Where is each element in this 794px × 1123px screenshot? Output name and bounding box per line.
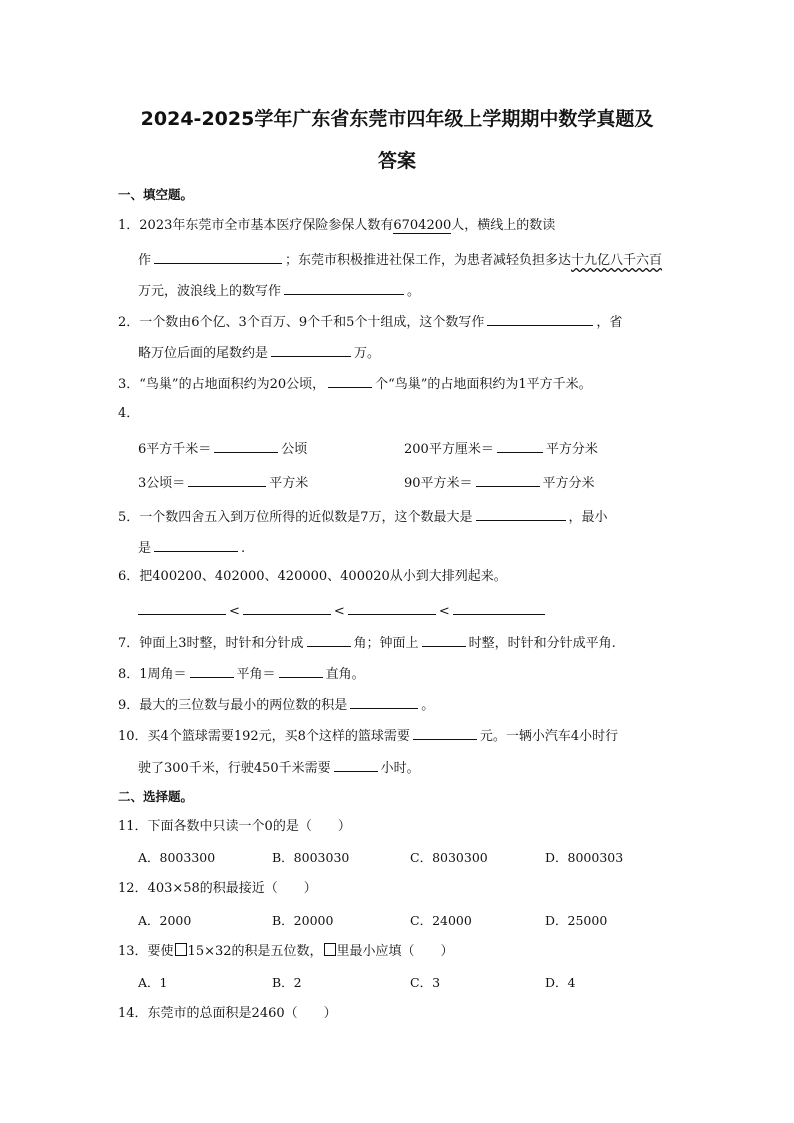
q4-answer-blank-1[interactable] — [214, 438, 278, 453]
q12-option-a[interactable]: A．2000 — [138, 913, 192, 928]
q1-answer-blank-2[interactable] — [284, 280, 404, 295]
question-2-line1 — [118, 311, 622, 332]
q4-conversion-3 — [138, 472, 308, 493]
q4-answer-blank-2[interactable] — [497, 438, 543, 453]
q5-text-c: 是 — [138, 541, 152, 556]
q4-answer-blank-3[interactable] — [188, 472, 266, 487]
question-10-line2 — [138, 757, 420, 778]
q4-c4-text-b: 平方分米 — [542, 476, 595, 491]
q1-text-d: ；东莞市积极推进社保工作，为患者减轻负担多达 — [285, 253, 572, 268]
q8-answer-blank-1[interactable] — [190, 663, 234, 678]
question-1-line3 — [138, 280, 420, 301]
q6-ordering-row — [138, 600, 548, 621]
q7-answer-blank-2[interactable] — [422, 632, 466, 647]
q9-text-a: 9．最大的三位数与最小的两位数的积是 — [118, 698, 348, 713]
q11-option-d[interactable]: D．8000303 — [545, 850, 624, 865]
less-than-sign: < — [438, 604, 450, 619]
q4-answer-blank-4[interactable] — [476, 472, 540, 487]
q13-option-c[interactable]: C．3 — [410, 975, 441, 990]
q8-text-b: 平角＝ — [236, 667, 276, 682]
q13-text-c: 里最小应填（ ） — [336, 944, 454, 959]
less-than-sign: < — [229, 604, 240, 619]
section-fill-blank-heading: 一、填空题。 — [118, 187, 194, 202]
q10-answer-blank-1[interactable] — [413, 725, 477, 740]
q8-answer-blank-2[interactable] — [279, 663, 323, 678]
question-10-line1 — [118, 725, 618, 746]
q2-text-a: 2．一个数由6个亿、3个百万、9个千和5个十组成，这个数写作 — [118, 315, 485, 330]
q9-answer-blank[interactable] — [350, 694, 418, 709]
q5-text-d: . — [241, 541, 246, 556]
question-5-line1 — [118, 506, 608, 527]
q6-answer-blank-2[interactable] — [243, 600, 331, 615]
q9-text-b: 。 — [421, 698, 435, 713]
q2-text-d: 万。 — [354, 346, 381, 361]
question-1-line1 — [118, 217, 555, 235]
empty-box-icon — [324, 943, 336, 956]
q1-wavy-text: 十九亿八千六百 — [571, 253, 663, 268]
q13-option-b[interactable]: B．2 — [272, 975, 302, 990]
q1-underlined-number: 6704200 — [393, 218, 452, 233]
q4-c3-text-b: 平方米 — [269, 476, 309, 491]
question-5-line2 — [138, 537, 245, 558]
q2-answer-blank-1[interactable] — [487, 311, 593, 326]
question-9 — [118, 694, 434, 715]
question-8 — [118, 663, 365, 684]
less-than-sign: < — [333, 604, 345, 619]
q2-text-c: 略万位后面的尾数约是 — [138, 346, 269, 361]
question-2-line2 — [138, 342, 380, 363]
question-7 — [118, 632, 616, 653]
q3-text-a: 3．“鸟巢”的占地面积约为20公顷， — [118, 377, 326, 392]
question-11: 11．下面各数中只读一个0的是（ ） — [118, 819, 351, 834]
section-choice-heading: 二、选择题。 — [118, 789, 194, 804]
q2-answer-blank-2[interactable] — [271, 342, 351, 357]
q1-text-f: 。 — [407, 284, 421, 299]
q4-c2-text-a: 200平方厘米＝ — [404, 442, 494, 457]
q1-text-e: 万元，波浪线上的数写作 — [138, 284, 282, 299]
empty-box-icon — [175, 943, 187, 956]
q4-conversion-1 — [138, 438, 307, 459]
q10-text-b: 元。一辆小汽车4小时行 — [479, 729, 619, 744]
q13-option-a[interactable]: A．1 — [138, 975, 168, 990]
q8-text-a: 8．1周角＝ — [118, 667, 187, 682]
q3-text-b: 个“鸟巢”的占地面积约为1平方千米。 — [375, 377, 592, 392]
q13-option-d[interactable]: D．4 — [545, 975, 576, 990]
q4-c2-text-b: 平方分米 — [545, 442, 598, 457]
q12-option-c[interactable]: C．24000 — [410, 913, 472, 928]
q7-text-c: 时整，时针和分针成平角. — [468, 636, 616, 651]
q13-text-b: 15×32的积是五位数， — [187, 944, 323, 959]
q8-text-c: 直角。 — [325, 667, 365, 682]
q4-c4-text-a: 90平方米＝ — [404, 476, 473, 491]
q5-answer-blank-2[interactable] — [154, 537, 238, 552]
q5-answer-blank-1[interactable] — [476, 506, 566, 521]
question-3 — [118, 373, 592, 394]
q4-c3-text-a: 3公顷＝ — [138, 476, 186, 491]
q1-answer-blank-1[interactable] — [154, 249, 282, 264]
q11-option-c[interactable]: C．8030300 — [410, 850, 488, 865]
doc-title-line1: 2024-2025学年广东省东莞市四年级上学期期中数学真题及 — [140, 108, 654, 130]
q10-text-d: 小时。 — [380, 761, 420, 776]
q11-option-b[interactable]: B．8003030 — [272, 850, 350, 865]
q10-text-a: 10．买4个篮球需要192元，买8个这样的篮球需要 — [118, 729, 410, 744]
question-4-number: 4． — [118, 406, 140, 421]
q12-option-d[interactable]: D．25000 — [545, 913, 608, 928]
q4-conversion-4 — [404, 472, 595, 493]
q4-conversion-2 — [404, 438, 598, 459]
question-1-line2 — [138, 249, 662, 270]
q6-answer-blank-1[interactable] — [138, 600, 226, 615]
q7-answer-blank-1[interactable] — [307, 632, 351, 647]
q6-answer-blank-3[interactable] — [348, 600, 436, 615]
q1-text-b: 人，横线上的数读 — [451, 218, 556, 233]
q5-text-a: 5．一个数四舍五入到万位所得的近似数是7万，这个数最大是 — [118, 510, 473, 525]
q6-answer-blank-4[interactable] — [453, 600, 545, 615]
q7-text-a: 7．钟面上3时整，时针和分针成 — [118, 636, 304, 651]
q12-option-b[interactable]: B．20000 — [272, 913, 334, 928]
q7-text-b: 角；钟面上 — [353, 636, 419, 651]
q11-option-a[interactable]: A．8003300 — [138, 850, 216, 865]
question-13 — [118, 943, 454, 961]
question-14: 14．东莞市的总面积是2460（ ） — [118, 1006, 337, 1021]
q3-answer-blank[interactable] — [328, 373, 372, 388]
q2-text-b: ，省 — [596, 315, 623, 330]
question-12: 12．403×58的积最接近（ ） — [118, 881, 317, 896]
doc-title-line2: 答案 — [377, 150, 416, 172]
q1-text-a: 1．2023年东莞市全市基本医疗保险参保人数有 — [118, 218, 394, 233]
q4-c1-text-a: 6平方千米＝ — [138, 442, 212, 457]
q13-text-a: 13．要使 — [118, 944, 174, 959]
q10-text-c: 驶了300千米，行驶450千米需要 — [138, 761, 331, 776]
q1-text-c: 作 — [138, 253, 152, 268]
q5-text-b: ，最小 — [568, 510, 608, 525]
q10-answer-blank-2[interactable] — [334, 757, 378, 772]
question-6: 6．把400200、402000、420000、400020从小到大排列起来。 — [118, 569, 507, 584]
q4-c1-text-b: 公顷 — [281, 442, 308, 457]
